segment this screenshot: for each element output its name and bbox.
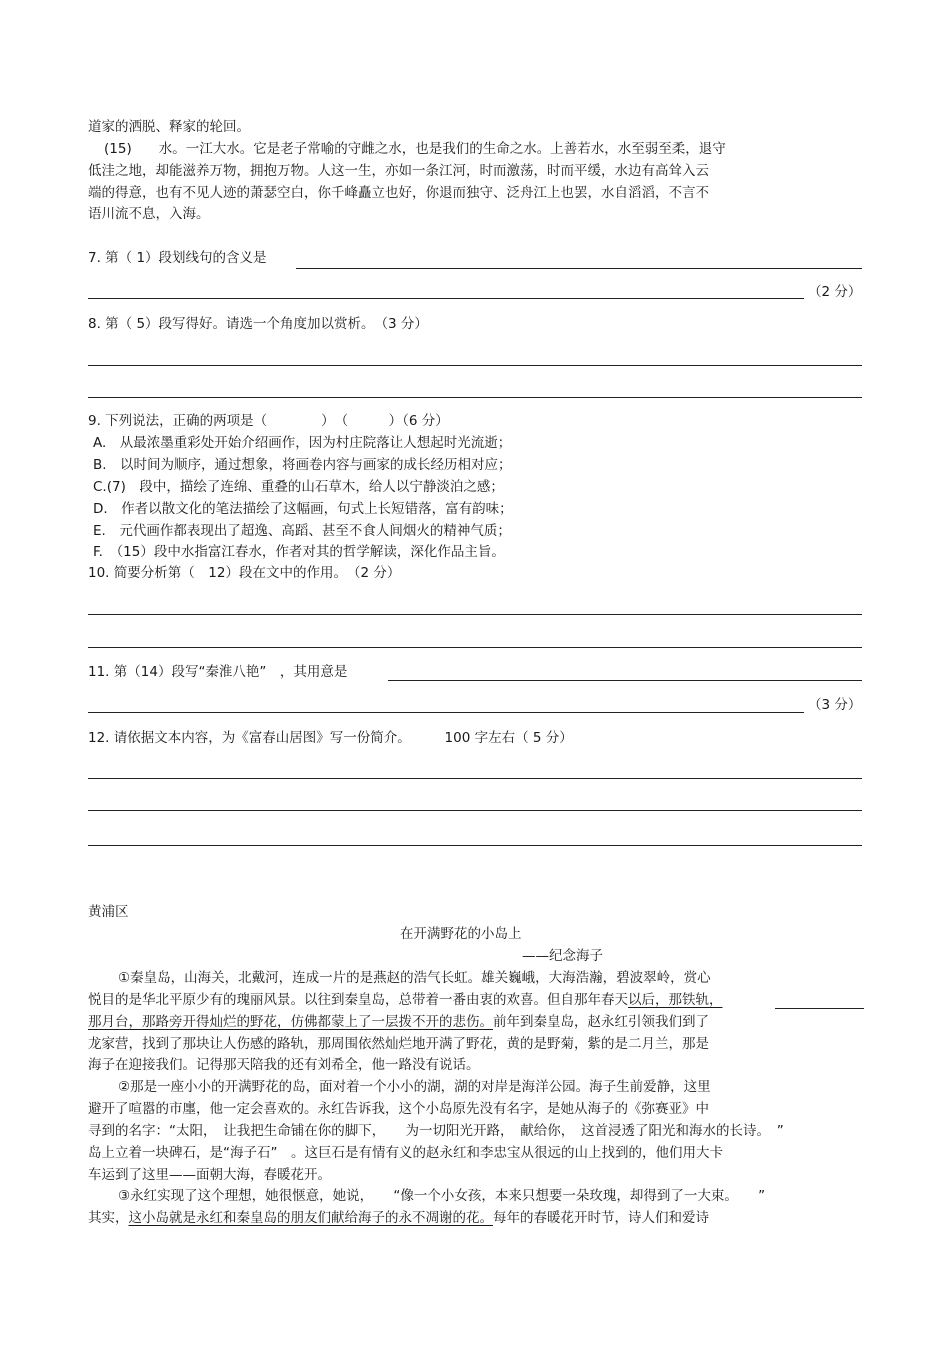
answer-line-q10-b[interactable] xyxy=(88,647,862,648)
underlined-sentence-2: 这小岛就是永红和秦皇岛的朋友们献给海子的永不凋谢的花。 xyxy=(128,1210,493,1226)
prev-passage-line-1: 道家的洒脱、释家的轮回。 xyxy=(88,119,250,135)
passage-p1-line-3 xyxy=(88,1013,709,1031)
underlined-sentence-end: 那月台，那路旁开得灿烂的野花，仿佛都蒙上了一层拨不开的悲伤。 xyxy=(88,1014,493,1030)
answer-line-q12-c[interactable] xyxy=(88,845,862,846)
passage-p3-line-2 xyxy=(88,1209,709,1227)
passage-p3-line-2-lead: 其实， xyxy=(88,1210,129,1226)
question-9-option-c: C.(7) 段中，描绘了连绵、重叠的山石草木，给人以宁静淡泊之感； xyxy=(93,479,504,495)
question-9-option-e: E. 元代画作都表现出了超逸、高蹈、甚至不食人间烟火的精神气质； xyxy=(93,523,511,539)
question-10: 10. 简要分析第（ 12）段在文中的作用。 （2 分） xyxy=(88,565,401,581)
passage-p1-line-4: 龙家营，找到了那块让人伤感的路轨，那周围依然灿烂地开满了野花，黄的是野菊，紫的是二月兰，那是 xyxy=(88,1036,709,1052)
answer-line-q12-a[interactable] xyxy=(88,778,862,779)
passage-p3-line-2-tail: 每年的春暖花开时节，诗人们和爱诗 xyxy=(493,1210,709,1226)
question-12: 12. 请依据文本内容，为《富春山居图》写一份简介。 100 字左右（ 5 分） xyxy=(88,730,573,746)
underline-extension xyxy=(775,1008,864,1009)
passage-p2-line-4: 岛上立着一块碑石，是“海子石” 。这巨石是有情有义的赵永红和李忠宝从很远的山上找到的，他们用大卡 xyxy=(88,1145,723,1161)
question-9-option-f: F. （15）段中水指富江春水，作者对其的哲学解读，深化作品主旨。 xyxy=(93,544,505,560)
passage-p2-line-2: 避开了喧嚣的市廛，他一定会喜欢的。永红告诉我，这个小岛原先没有名字，是她从海子的《弥赛亚》中 xyxy=(88,1101,709,1117)
answer-line-q7-a[interactable] xyxy=(296,268,862,269)
passage-p1-line-2 xyxy=(88,991,723,1009)
passage-title: 在开满野花的小岛上 xyxy=(400,926,522,942)
prev-passage-line-2: (15) 水。一江大水。它是老子常喻的守雌之水，也是我们的生命之水。上善若水，水至弱至柔，退守 xyxy=(104,141,726,157)
question-11: 11. 第（14）段写“秦淮八艳” ，其用意是 xyxy=(88,664,348,680)
passage-p2-line-3: 寻到的名字：“太阳， 让我把生命铺在你的脚下， 为一切阳光开路， 献给你， 这首浸透了阳光和海水的长诗。 ” xyxy=(88,1123,784,1139)
answer-line-q8-a[interactable] xyxy=(88,365,862,366)
prev-passage-line-3: 低洼之地，却能滋养万物，拥抱万物。人这一生，亦如一条江河，时而激荡，时而平缓，水边有高耸入云 xyxy=(88,163,709,179)
passage-p1-line-5: 海子在迎接我们。记得那天陪我的还有刘希全，他一路没有说话。 xyxy=(88,1057,480,1073)
answer-line-q10-a[interactable] xyxy=(88,614,862,615)
passage-p3-line-1: ③永红实现了这个理想，她很惬意，她说， “像一个小女孩，本来只想要一朵玫瑰，却得到了一大束。 ” xyxy=(118,1188,766,1204)
passage-p2-line-5: 车运到了这里——面朝大海，春暖花开。 xyxy=(88,1167,331,1183)
district-label: 黄浦区 xyxy=(88,904,129,920)
passage-p2-line-1: ②那是一座小小的开满野花的岛，面对着一个小小的湖，湖的对岸是海洋公园。海子生前爱静，这里 xyxy=(118,1079,711,1095)
question-11-score: （3 分） xyxy=(808,697,862,713)
question-7: 7. 第（ 1）段划线句的含义是 xyxy=(88,250,267,266)
underlined-sentence-start: 以后，那铁轨， xyxy=(628,992,723,1008)
passage-p1-line-2-text: 悦目的是华北平原少有的瑰丽风景。以往到秦皇岛，总带着一番由衷的欢喜。但自那年春天 xyxy=(88,992,628,1008)
prev-passage-line-4: 端的得意，也有不见人迹的萧瑟空白，你千峰矗立也好，你退而独守、泛舟江上也罢，水自滔滔，不言不 xyxy=(88,185,709,201)
answer-line-q8-b[interactable] xyxy=(88,397,862,398)
answer-line-q12-b[interactable] xyxy=(88,810,862,811)
question-7-score: （2 分） xyxy=(808,284,862,300)
question-9-option-b: B. 以时间为顺序，通过想象，将画卷内容与画家的成长经历相对应； xyxy=(93,457,512,473)
question-8: 8. 第（ 5）段写得好。请选一个角度加以赏析。 （3 分） xyxy=(88,316,428,332)
question-9-option-a: A. 从最浓墨重彩处开始介绍画作，因为村庄院落让人想起时光流逝； xyxy=(93,435,512,451)
passage-p1-line-3-text: 前年到秦皇岛，赵永红引领我们到了 xyxy=(493,1014,709,1030)
passage-p1-line-1: ①秦皇岛，山海关，北戴河，连成一片的是燕赵的浩气长虹。雄关巍峨，大海浩瀚，碧波翠岭，赏心 xyxy=(118,970,711,986)
answer-line-q11-b[interactable] xyxy=(88,712,804,713)
question-9: 9. 下列说法，正确的两项是（ ） （ ）（6 分） xyxy=(88,413,449,429)
answer-line-q11-a[interactable] xyxy=(388,680,862,681)
answer-line-q7-b[interactable] xyxy=(88,298,804,299)
question-9-option-d: D. 作者以散文化的笔法描绘了这幅画，句式上长短错落，富有韵味； xyxy=(93,501,513,517)
passage-subtitle: ——纪念海子 xyxy=(522,948,603,964)
prev-passage-line-5: 语川流不息，入海。 xyxy=(88,206,210,222)
